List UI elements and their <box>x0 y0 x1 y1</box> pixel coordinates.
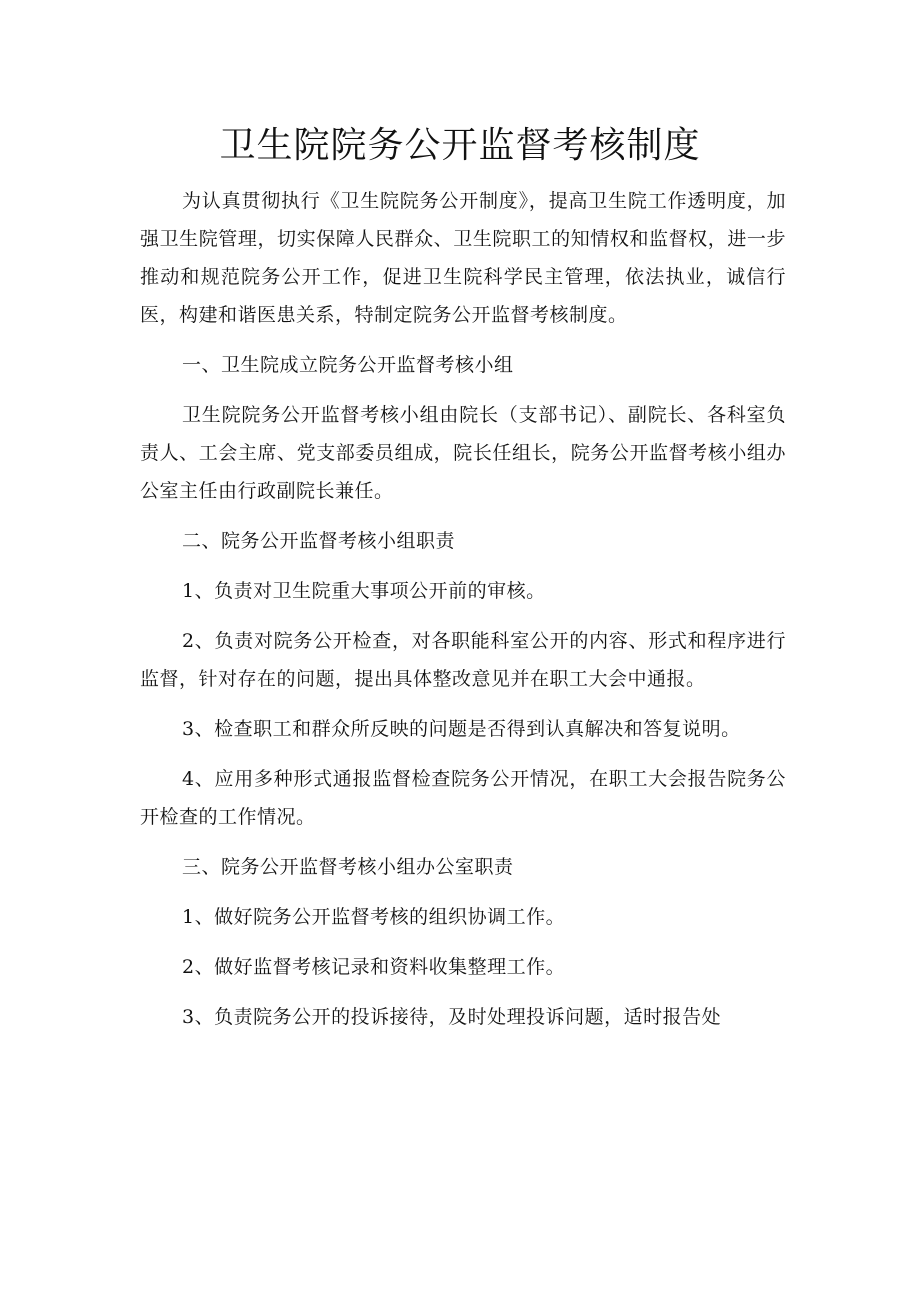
section-3-item-2: 2、做好监督考核记录和资料收集整理工作。 <box>182 956 566 978</box>
intro-paragraph: 为认真贯彻执行《卫生院院务公开制度》，提高卫生院工作透明度，加强卫生院管理，切实保障人民群众、卫生院职工的知情权和监督权，进一步推动和规范院务公开工作，促进卫生院科学民主管理，依法执业，诚信行医，构建和谐医患关系，特制定院务公开监督考核制度。 <box>140 190 786 326</box>
section-2-item-4: 4、应用多种形式通报监督检查院务公开情况，在职工大会报告院务公开检查的工作情况。 <box>140 768 786 828</box>
section-heading-2: 二、院务公开监督考核小组职责 <box>182 530 456 552</box>
document-title: 卫生院院务公开监督考核制度 <box>219 125 701 166</box>
section-2-item-3: 3、检查职工和群众所反映的问题是否得到认真解决和答复说明。 <box>182 718 741 740</box>
section-3-item-3: 3、负责院务公开的投诉接待，及时处理投诉问题，适时报告处 <box>182 1006 722 1028</box>
section-2-item-2: 2、负责对院务公开检查，对各职能科室公开的内容、形式和程序进行监督，针对存在的问题，提出具体整改意见并在职工大会中通报。 <box>140 630 786 690</box>
section-heading-1: 一、卫生院成立院务公开监督考核小组 <box>182 354 514 376</box>
document-body <box>140 182 786 1048</box>
section-2-item-1: 1、负责对卫生院重大事项公开前的审核。 <box>182 580 546 602</box>
section-heading-3: 三、院务公开监督考核小组办公室职责 <box>182 856 514 878</box>
section-1-paragraph: 卫生院院务公开监督考核小组由院长（支部书记）、副院长、各科室负责人、工会主席、党支部委员组成，院长任组长，院务公开监督考核小组办公室主任由行政副院长兼任。 <box>140 404 786 502</box>
section-3-item-1: 1、做好院务公开监督考核的组织协调工作。 <box>182 906 566 928</box>
